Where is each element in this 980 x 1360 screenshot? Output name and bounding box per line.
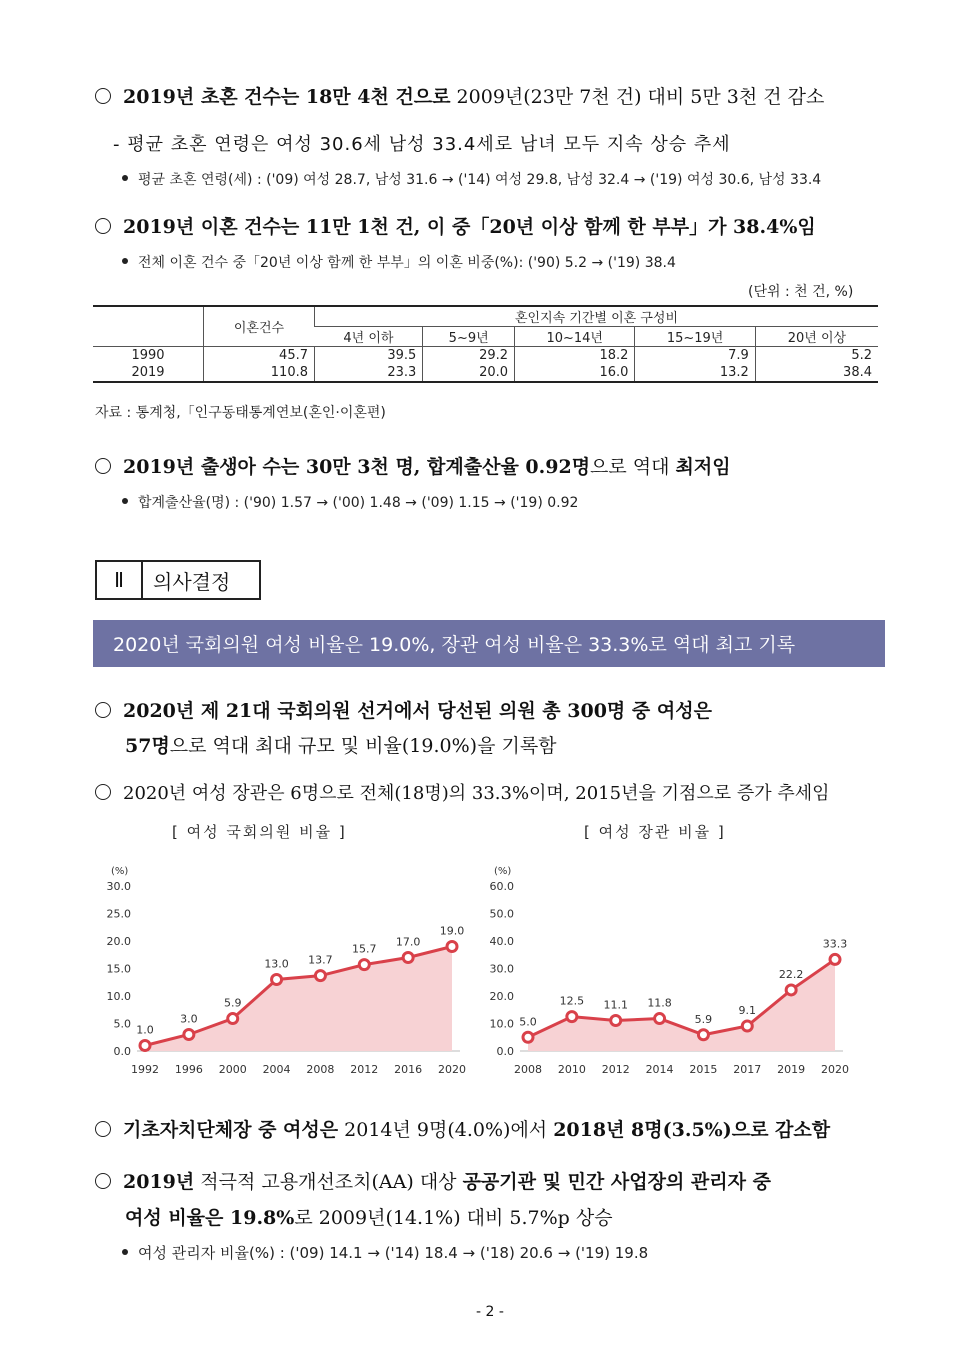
data-label: 19.0 (439, 924, 465, 938)
circle-bullet-icon (95, 218, 111, 234)
dot-bullet-icon (122, 498, 128, 504)
data-label: 22.2 (778, 967, 804, 981)
dot-bullet-icon (122, 258, 128, 264)
table-row: 2019 110.8 23.3 20.0 16.0 13.2 38.4 (93, 364, 878, 381)
x-tick-label: 2008 (306, 1063, 335, 1076)
data-label: 13.7 (308, 953, 333, 967)
col-divorce-count: 이혼건수 (204, 307, 315, 347)
data-label: 13.0 (264, 957, 289, 971)
data-label: 12.5 (559, 994, 585, 1008)
heading-managers: 2019년 적극적 고용개선조치(AA) 대상 공공기관 및 민간 사업장의 관리자 중 (95, 1169, 771, 1195)
data-label: 33.3 (822, 937, 848, 951)
dot-bullet-icon (122, 175, 128, 181)
x-tick-label: 2015 (689, 1063, 718, 1076)
sub-col: 5~9년 (423, 327, 515, 347)
table-unit: (단위 : 천 건, %) (748, 284, 854, 300)
assembly-line2: 57명으로 역대 최대 규모 및 비율(19.0%)을 기록함 (125, 735, 557, 757)
y-tick-label: 0.0 (496, 1045, 514, 1058)
y-tick-label: 40.0 (489, 935, 514, 948)
heading-divorce: 2019년 이혼 건수는 11만 1천 건, 이 중「20년 이상 함께 한 부부」가 38.4%임 (95, 214, 816, 240)
x-tick-label: 1992 (131, 1063, 159, 1076)
data-point (184, 1030, 194, 1040)
heading-ministers: 2020년 여성 장관은 6명으로 전체(18명)의 33.3%이며, 2015년을 기점으로 증가 추세임 (95, 781, 830, 807)
page-number: - 2 - (476, 1304, 504, 1320)
table-row: 1990 45.7 39.5 29.2 18.2 7.9 5.2 (93, 347, 878, 365)
y-tick-label: 10.0 (106, 990, 131, 1003)
data-label: 5.0 (519, 1015, 537, 1029)
x-tick-label: 2020 (438, 1063, 466, 1076)
chart-title-assembly: [ 여성 국회의원 비율 ] (172, 823, 347, 841)
heading-births: 2019년 출생아 수는 30만 3천 명, 합계출산율 0.92명으로 역대 최저임 (95, 454, 731, 480)
data-point (315, 971, 325, 981)
divorce-bullet: 전체 이혼 건수 중「20년 이상 함께 한 부부」의 이혼 비중(%): ('90) 5.2 → ('19) 38.4 (122, 252, 676, 272)
data-label: 1.0 (136, 1023, 154, 1037)
data-point (359, 960, 369, 970)
data-point (140, 1041, 150, 1051)
y-tick-label: 60.0 (489, 880, 514, 893)
managers-bullet: 여성 관리자 비율(%) : ('09) 14.1 → ('14) 18.4 → ('18) 20.6 → ('19) 19.8 (122, 1242, 648, 1263)
x-tick-label: 2020 (821, 1063, 849, 1076)
x-tick-label: 1996 (174, 1063, 203, 1076)
col-group-composition: 혼인지속 기간별 이혼 구성비 (315, 307, 879, 327)
data-point (228, 1014, 238, 1024)
chart-minister-ratio (478, 858, 853, 1088)
data-point (830, 954, 840, 964)
data-point (272, 975, 282, 985)
sub-col: 4년 이하 (315, 327, 423, 347)
heading-first-marriage: 2019년 초혼 건수는 18만 4천 건으로 2009년(23만 7천 건) 대비 5만 3천 건 감소 (95, 84, 824, 110)
x-tick-label: 2014 (645, 1063, 674, 1076)
y-tick-label: 0.0 (113, 1045, 131, 1058)
y-tick-label: 5.0 (113, 1017, 131, 1031)
circle-bullet-icon (95, 784, 111, 800)
data-point (403, 953, 413, 963)
data-label: 11.1 (603, 998, 628, 1012)
data-point (611, 1015, 621, 1025)
summary-banner: 2020년 국회의원 여성 비율은 19.0%, 장관 여성 비율은 33.3%로 역대 최고 기록 (93, 620, 885, 667)
table-source: 자료 : 통계청,「인구동태통계연보(혼인·이혼편) (95, 405, 386, 421)
marriage-age-bullet: 평균 초혼 연령(세) : ('09) 여성 28.7, 남성 31.6 → ('14) 여성 29.8, 남성 32.4 → ('19) 여성 30.6, 남성 33.4 (122, 169, 821, 189)
data-label: 5.9 (223, 996, 242, 1010)
heading-assembly: 2020년 제 21대 국회의원 선거에서 당선된 의원 총 300명 중 여성은 (95, 698, 712, 724)
x-tick-label: 2019 (777, 1063, 806, 1076)
y-tick-label: 10.0 (489, 1017, 514, 1031)
heading-local-heads: 기초자치단체장 중 여성은 2014년 9명(4.0%)에서 2018년 8명(3.5%)으로 감소함 (95, 1117, 830, 1143)
sub-col: 10~14년 (515, 327, 635, 347)
y-tick-label: 30.0 (106, 880, 131, 893)
circle-bullet-icon (95, 1173, 111, 1189)
y-tick-label: 25.0 (106, 907, 131, 921)
y-tick-label: 30.0 (489, 962, 514, 976)
x-tick-label: 2008 (514, 1063, 542, 1076)
section-header (95, 560, 261, 600)
data-label: 11.8 (647, 996, 672, 1010)
data-label: 5.9 (694, 1012, 713, 1026)
circle-bullet-icon (95, 88, 111, 104)
x-tick-label: 2012 (601, 1063, 630, 1076)
circle-bullet-icon (95, 1121, 111, 1137)
y-tick-label: 20.0 (106, 935, 131, 948)
x-tick-label: 2010 (557, 1063, 586, 1076)
y-tick-label: 15.0 (106, 962, 131, 976)
divorce-table (93, 305, 878, 383)
data-label: 17.0 (395, 935, 421, 949)
x-tick-label: 2016 (394, 1063, 423, 1076)
x-tick-label: 2000 (218, 1063, 247, 1076)
fertility-bullet: 합계출산율(명) : ('90) 1.57 → ('00) 1.48 → ('09) 1.15 → ('19) 0.92 (122, 492, 578, 512)
y-tick-label: 50.0 (489, 907, 514, 921)
x-tick-label: 2004 (262, 1063, 291, 1076)
data-point (742, 1021, 752, 1031)
sub-col: 20년 이상 (755, 327, 878, 347)
y-axis-unit: (%) (111, 866, 129, 877)
x-tick-label: 2017 (733, 1063, 762, 1076)
sub-col: 15~19년 (635, 327, 755, 347)
data-point (567, 1012, 577, 1022)
data-point (523, 1032, 533, 1042)
x-tick-label: 2012 (350, 1063, 379, 1076)
section-title: 의사결정 (153, 569, 231, 594)
data-point (786, 985, 796, 995)
y-tick-label: 20.0 (489, 990, 514, 1003)
data-point (698, 1030, 708, 1040)
section-number: Ⅱ (97, 562, 143, 598)
y-axis-unit: (%) (494, 866, 512, 877)
dot-bullet-icon (122, 1249, 128, 1255)
chart-title-ministers: [ 여성 장관 비율 ] (584, 823, 726, 841)
marriage-age-note: - 평균 초혼 연령은 여성 30.6세 남성 33.4세로 남녀 모두 지속 상승 추세 (113, 134, 731, 155)
data-label: 3.0 (180, 1012, 198, 1026)
managers-line2: 여성 비율은 19.8%로 2009년(14.1%) 대비 5.7%p 상승 (125, 1207, 613, 1229)
circle-bullet-icon (95, 702, 111, 718)
chart-assembly-ratio (95, 858, 470, 1088)
circle-bullet-icon (95, 458, 111, 474)
data-point (447, 942, 457, 952)
data-label: 9.1 (738, 1003, 757, 1017)
data-point (655, 1014, 665, 1024)
data-label: 15.7 (352, 942, 377, 956)
